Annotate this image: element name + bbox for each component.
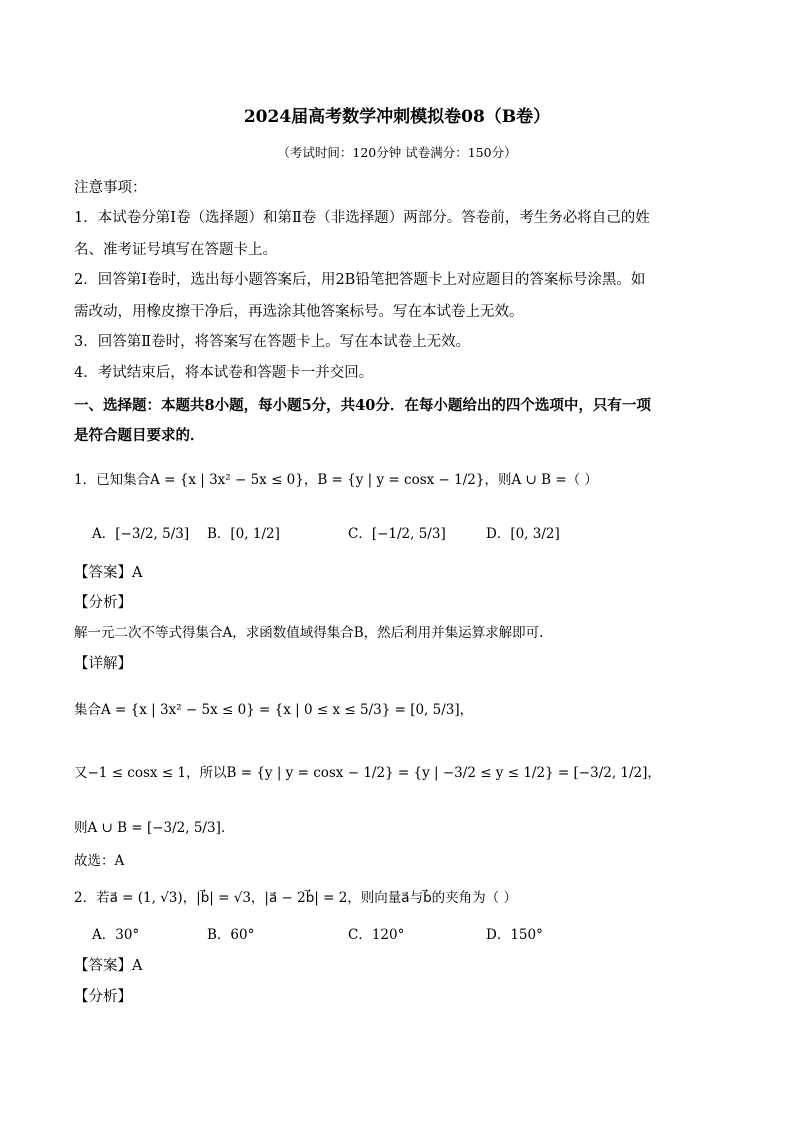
notice-line: 1．本试卷分第Ⅰ卷（选择题）和第Ⅱ卷（非选择题）两部分。答卷前，考生务必将自己的姓 <box>74 210 650 226</box>
option-d: D．150° <box>486 927 543 943</box>
question-1-options <box>92 524 732 544</box>
answer-label: 【答案】A <box>74 565 143 581</box>
option-a: A．30° <box>92 927 140 943</box>
detail-line: 又−1 ≤ cosx ≤ 1，所以B = {y | y = cosx − 1/2} = {y | −3/2 ≤ y ≤ 1/2} = [−3/2, 1/2]， <box>74 765 661 781</box>
notice-heading: 注意事项： <box>74 180 147 196</box>
question-2-options <box>92 925 732 945</box>
notice-line: 需改动，用橡皮擦干净后，再选涂其他答案标号。写在本试卷上无效。 <box>74 304 524 320</box>
option-a: A．[−3/2, 5/3] <box>92 526 190 542</box>
notice-line: 名、准考证号填写在答题卡上。 <box>74 242 277 258</box>
option-b: B．[0, 1/2] <box>207 526 280 542</box>
exam-info: （考试时间：120分钟 试卷满分：150分） <box>277 145 517 160</box>
question-1-stem: 1．已知集合A = {x | 3x² − 5x ≤ 0}，B = {y | y = cosx − 1/2}，则A ∪ B =（ ） <box>74 472 598 488</box>
question-2-stem: 2．若a⃗ = (1, √3)，|b⃗| = √3，|a⃗ − 2b⃗| = 2，则向量a⃗与b⃗的夹角为（ ） <box>74 890 517 906</box>
detail-label: 【详解】 <box>74 656 132 672</box>
option-c: C．120° <box>348 927 405 943</box>
option-d: D．[0, 3/2] <box>486 526 560 542</box>
detail-line: 则A ∪ B = [−3/2, 5/3]. <box>74 820 226 836</box>
section-heading: 一、选择题：本题共8小题，每小题5分，共40分．在每小题给出的四个选项中，只有一项 <box>74 397 651 414</box>
analysis-label: 【分析】 <box>74 595 132 611</box>
option-c: C．[−1/2, 5/3] <box>348 526 446 542</box>
answer-label: 【答案】A <box>74 958 143 974</box>
notice-line: 3．回答第Ⅱ卷时，将答案写在答题卡上。写在本试卷上无效。 <box>74 334 471 350</box>
notice-line: 4．考试结束后，将本试卷和答题卡一并交回。 <box>74 365 374 381</box>
page-title: 2024届高考数学冲刺模拟卷08（B卷） <box>243 107 551 127</box>
analysis-label: 【分析】 <box>74 989 132 1005</box>
notice-line: 2．回答第Ⅰ卷时，选出每小题答案后，用2B铅笔把答题卡上对应题目的答案标号涂黑。如 <box>74 272 646 288</box>
detail-line: 集合A = {x | 3x² − 5x ≤ 0} = {x | 0 ≤ x ≤ 5/3} = [0, 5/3]， <box>74 702 474 718</box>
section-heading: 是符合题目要求的． <box>74 427 205 444</box>
option-b: B．60° <box>207 927 255 943</box>
analysis-text: 解一元二次不等式得集合A，求函数值域得集合B，然后利用并集运算求解即可. <box>74 625 544 641</box>
detail-line: 故选：A <box>74 853 125 869</box>
